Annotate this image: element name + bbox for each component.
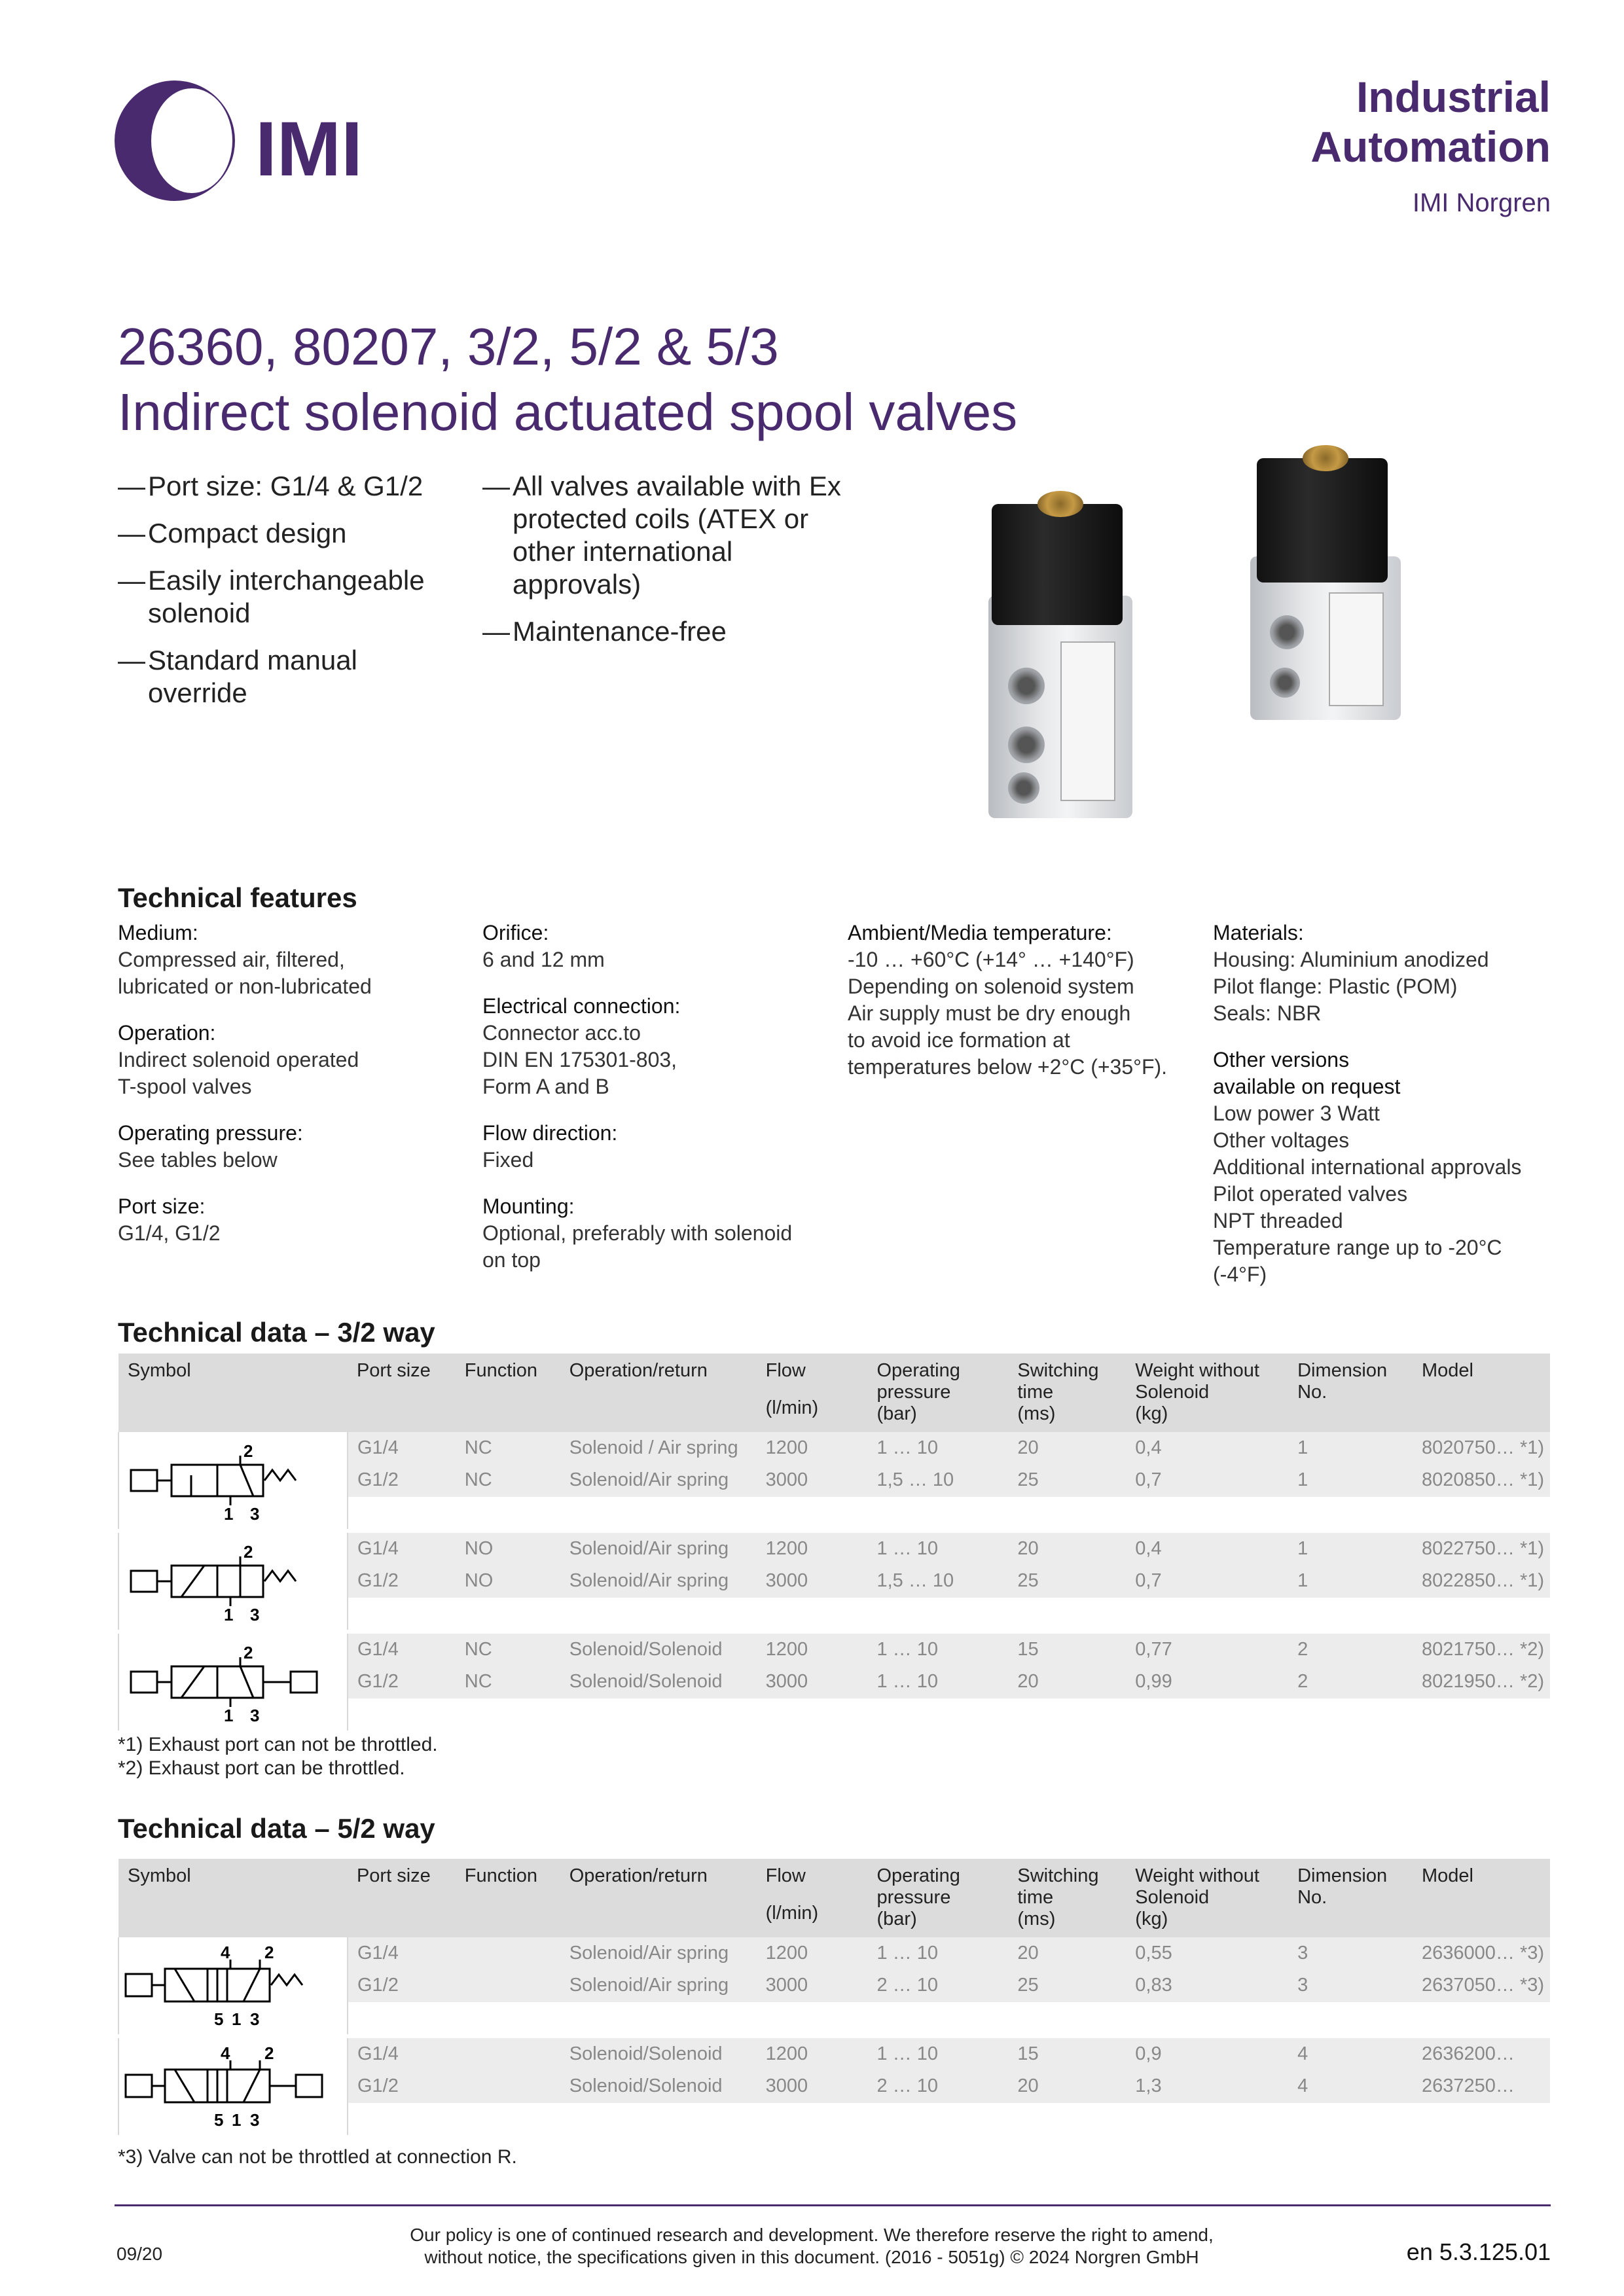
feature-label: Other versions xyxy=(1213,1048,1350,1071)
footer-divider xyxy=(115,2204,1551,2206)
svg-text:2: 2 xyxy=(264,1943,274,1962)
col-weight: Weight without Solenoid (kg) xyxy=(1126,1859,1288,1937)
feature-value: 6 and 12 mm xyxy=(482,948,605,971)
col-dimension: Dimension No. xyxy=(1288,1354,1413,1432)
table-row: 2 1 3 G1/4 NC Solenoid / Air spring 1200 1 … 10 20 0,4 1 8020750… *1) xyxy=(118,1432,1550,1464)
footer-page-code: en 5.3.125.01 xyxy=(1406,2238,1551,2265)
svg-text:1: 1 xyxy=(224,1706,234,1725)
svg-text:4: 4 xyxy=(221,2043,230,2063)
brand-sub: IMI Norgren xyxy=(1412,188,1551,217)
table-row: G1/2 NC Solenoid/Solenoid 3000 1 … 10 20 0,99 2 8021950… *2) xyxy=(118,1666,1550,1698)
col-function: Function xyxy=(456,1354,560,1432)
footnote: *2) Exhaust port can be throttled. xyxy=(118,1757,405,1779)
imi-logo xyxy=(115,77,396,205)
title-line1: 26360, 80207, 3/2, 5/2 & 5/3 xyxy=(118,317,779,376)
imi-logo-mark xyxy=(115,77,396,205)
product-image-valve-large xyxy=(936,478,1146,825)
feature-label: Operating pressure: xyxy=(118,1121,303,1145)
feature-value: Pilot flange: Plastic (POM) xyxy=(1213,975,1458,998)
bullet-item: — Compact design xyxy=(118,517,458,550)
symbol-cell xyxy=(118,1634,348,1731)
feature-label: Port size: xyxy=(118,1194,206,1218)
title-line2: Indirect solenoid actuated spool valves xyxy=(118,383,1018,441)
valve-symbol-32-nc xyxy=(119,1432,335,1524)
col-port-size: Port size xyxy=(348,1354,456,1432)
footnotes-32 xyxy=(118,1733,438,1780)
table-32-heading: Technical data – 3/2 way xyxy=(118,1317,435,1348)
features-column-3 xyxy=(848,920,1214,1100)
features-column-2 xyxy=(482,920,823,1293)
col-operation: Operation/return xyxy=(560,1859,757,1937)
brand-block xyxy=(1310,72,1551,218)
feature-value: Other voltages xyxy=(1213,1128,1350,1152)
feature-value: -10 … +60°C (+14° … +140°F) xyxy=(848,948,1134,971)
valve-symbol-32-no xyxy=(119,1533,335,1624)
feature-value: Air supply must be dry enough xyxy=(848,1001,1131,1025)
footer-date: 09/20 xyxy=(117,2244,163,2264)
col-port-size: Port size xyxy=(348,1859,456,1937)
features-column-1 xyxy=(118,920,458,1266)
svg-text:5: 5 xyxy=(214,2009,224,2029)
col-model: Model xyxy=(1413,1354,1550,1432)
bullet-item: — Easily interchangeable solenoid xyxy=(118,564,458,630)
feature-value: Depending on solenoid system xyxy=(848,975,1134,998)
table-row: G1/2 NO Solenoid/Air spring 3000 1,5 … 10 25 0,7 1 8022850… *1) xyxy=(118,1565,1550,1597)
valve-symbol-52-double xyxy=(119,2038,335,2130)
col-dimension: Dimension No. xyxy=(1288,1859,1413,1937)
table-row: G1/2 Solenoid/Air spring 3000 2 … 10 25 0,83 3 2637050… *3) xyxy=(118,1969,1550,2001)
svg-text:3: 3 xyxy=(250,1706,260,1725)
svg-text:1: 1 xyxy=(224,1605,234,1624)
svg-text:1: 1 xyxy=(224,1504,234,1524)
feature-label: Materials: xyxy=(1213,921,1304,944)
feature-value: lubricated or non-lubricated xyxy=(118,975,372,998)
feature-value: DIN EN 175301-803, xyxy=(482,1048,677,1071)
feature-value: See tables below xyxy=(118,1148,278,1172)
feature-value: G1/4, G1/2 xyxy=(118,1221,221,1245)
product-image-valve-small xyxy=(1231,445,1427,733)
feature-value: Temperature range up to -20°C xyxy=(1213,1236,1502,1259)
feature-value: Fixed xyxy=(482,1148,534,1172)
brand-line1: Industrial xyxy=(1356,73,1551,121)
feature-label: Orifice: xyxy=(482,921,549,944)
col-operation: Operation/return xyxy=(560,1354,757,1432)
col-switching: Switching time (ms) xyxy=(1008,1354,1126,1432)
table-header-row xyxy=(118,1354,1550,1432)
col-flow: Flow (l/min) xyxy=(757,1354,868,1432)
col-symbol: Symbol xyxy=(118,1354,348,1432)
symbol-cell xyxy=(118,1533,348,1630)
technical-features-heading: Technical features xyxy=(118,882,357,913)
feature-value: Compressed air, filtered, xyxy=(118,948,345,971)
footer-policy: Our policy is one of continued research and development. We therefore reserve the right to amend, without notice, the specifications given in this document. (2016 - 5051g) © 2024 Norgren GmbH xyxy=(410,2225,1214,2267)
col-function: Function xyxy=(456,1859,560,1937)
svg-text:3: 3 xyxy=(250,1504,260,1524)
feature-value: Low power 3 Watt xyxy=(1213,1102,1380,1125)
svg-text:3: 3 xyxy=(250,2110,260,2130)
feature-label: Medium: xyxy=(118,921,198,944)
feature-value: Pilot operated valves xyxy=(1213,1182,1408,1206)
footnotes-52 xyxy=(118,2145,517,2169)
technical-data-table-32 xyxy=(118,1354,1550,1731)
technical-data-table-52 xyxy=(118,1859,1550,2135)
feature-bullets-right xyxy=(482,470,849,662)
col-flow: Flow (l/min) xyxy=(757,1859,868,1937)
table-row: 2 1 3 G1/4 NO Solenoid/Air spring 1200 1 … 10 20 0,4 1 8022750… *1) xyxy=(118,1533,1550,1565)
feature-value: Optional, preferably with solenoid xyxy=(482,1221,793,1245)
table-52-heading: Technical data – 5/2 way xyxy=(118,1813,435,1844)
feature-value: NPT threaded xyxy=(1213,1209,1343,1232)
features-column-4 xyxy=(1213,920,1579,1308)
table-row: G1/2 NC Solenoid/Air spring 3000 1,5 … 10 25 0,7 1 8020850… *1) xyxy=(118,1464,1550,1496)
bullet-item: — Standard manual override xyxy=(118,644,458,709)
table-row: G1/2 Solenoid/Solenoid 3000 2 … 10 20 1,3 4 2637250… xyxy=(118,2070,1550,2102)
col-switching: Switching time (ms) xyxy=(1008,1859,1126,1937)
footnote: *3) Valve can not be throttled at connection R. xyxy=(118,2146,517,2168)
svg-text:3: 3 xyxy=(250,1605,260,1624)
svg-text:2: 2 xyxy=(244,1441,253,1461)
feature-value: T-spool valves xyxy=(118,1075,252,1098)
svg-text:5: 5 xyxy=(214,2110,224,2130)
svg-text:2: 2 xyxy=(244,1643,253,1662)
feature-value: Housing: Aluminium anodized xyxy=(1213,948,1489,971)
symbol-cell xyxy=(118,1432,348,1529)
footnote: *1) Exhaust port can not be throttled. xyxy=(118,1734,438,1755)
feature-label: Flow direction: xyxy=(482,1121,618,1145)
feature-label: available on request xyxy=(1213,1075,1401,1098)
col-pressure: Operating pressure (bar) xyxy=(868,1354,1009,1432)
feature-value: temperatures below +2°C (+35°F). xyxy=(848,1055,1168,1079)
feature-bullets-left xyxy=(118,470,458,724)
bullet-item: — Port size: G1/4 & G1/2 xyxy=(118,470,458,503)
table-row: 4 2 5 1 3 G1/4 Solenoid/Solenoid 1200 1 … 10 15 0,9 4 2636200… xyxy=(118,2038,1550,2070)
svg-text:3: 3 xyxy=(250,2009,260,2029)
brand-line2: Automation xyxy=(1310,122,1551,171)
svg-text:2: 2 xyxy=(264,2043,274,2063)
col-symbol: Symbol xyxy=(118,1859,348,1937)
symbol-cell xyxy=(118,2038,348,2135)
feature-value: Additional international approvals xyxy=(1213,1155,1522,1179)
feature-value: Indirect solenoid operated xyxy=(118,1048,359,1071)
table-header-row xyxy=(118,1859,1550,1937)
feature-label: Ambient/Media temperature: xyxy=(848,921,1112,944)
col-weight: Weight without Solenoid (kg) xyxy=(1126,1354,1288,1432)
feature-value: Seals: NBR xyxy=(1213,1001,1322,1025)
feature-label: Mounting: xyxy=(482,1194,575,1218)
svg-text:4: 4 xyxy=(221,1943,230,1962)
feature-value: to avoid ice formation at xyxy=(848,1028,1070,1052)
feature-value: Form A and B xyxy=(482,1075,609,1098)
col-model: Model xyxy=(1413,1859,1550,1937)
feature-label: Operation: xyxy=(118,1021,216,1045)
svg-text:2: 2 xyxy=(244,1542,253,1562)
feature-label: Electrical connection: xyxy=(482,994,681,1018)
feature-value: (-4°F) xyxy=(1213,1263,1267,1286)
table-row: 2 1 3 G1/4 NC Solenoid/Solenoid 1200 1 … 10 15 0,77 2 8021750… *2) xyxy=(118,1634,1550,1666)
col-pressure: Operating pressure (bar) xyxy=(868,1859,1009,1937)
feature-value: on top xyxy=(482,1248,541,1272)
svg-text:1: 1 xyxy=(232,2110,242,2130)
bullet-item: — All valves available with Ex protected coils (ATEX or other international approvals) xyxy=(482,470,849,601)
valve-symbol-32-double xyxy=(119,1634,335,1725)
valve-symbol-52-spring xyxy=(119,1937,335,2029)
bullet-item: — Maintenance-free xyxy=(482,615,849,648)
feature-value: Connector acc.to xyxy=(482,1021,641,1045)
symbol-cell xyxy=(118,1937,348,2034)
table-row: 4 2 5 1 3 G1/4 Solenoid/Air spring 1200 1 … 10 20 0,55 3 2636000… *3) xyxy=(118,1937,1550,1969)
page-title xyxy=(118,314,1017,445)
logo-text: IMI xyxy=(255,106,363,192)
svg-text:1: 1 xyxy=(232,2009,242,2029)
